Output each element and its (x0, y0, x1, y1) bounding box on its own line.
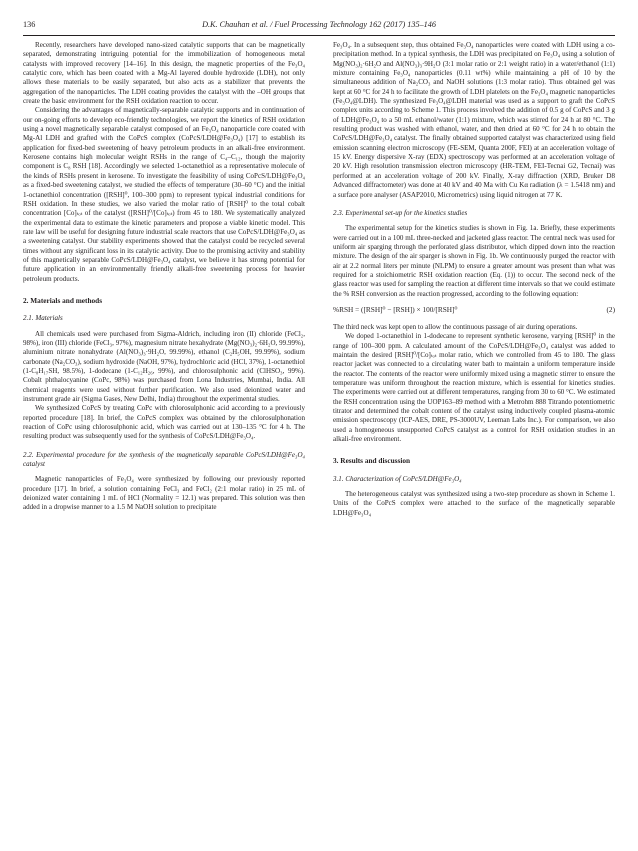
paragraph-kinetics-setup: The experimental setup for the kinetics studies is shown in Fig. 1a. Briefly, these experiments were carried out in a 100 mL three-necked and jacketed glass reactor. The central neck was used for uniform air sparging through the perforated glass distributor, which dipped down into the reaction mixture. The design of the air sparger is shown in Fig. 1b. We continuously purged the reactor with air at 2.2 normal liters per minute (NLPM) to ensure a greater amount was present than what was required for a stoichiometric RSH oxidation reaction (Eq. (1)) to occur. The second neck of the glass reactor was used for sampling the reaction at different time intervals so that we could estimate the % RSH conversion as the reaction progressed, according to the following equation: (333, 224, 615, 298)
left-column (23, 41, 305, 841)
page-number: 136 (23, 20, 36, 29)
paragraph-intro-2: Considering the advantages of magnetically-separable catalytic supports and in continuation of our on-going efforts to develop eco-friendly technologies, we report the kinetics of RSH oxidation using a novel magnetically separable catalyst composed of an Fe₃O₄ nanoparticle core coated with Mg-Al LDH and grafted with the CoPcS complex (CoPcS/LDH@Fe₃O₄) [17] to establish its application for fixed-bed sweetening of heavy petroleum products in an alkali-free environment. Kerosene contains high molecular weight RSHs in the range of C₄–C₁₂, though the majority component is C₈ RSH [18]. Accordingly we selected 1-octanethiol as a representative molecule of the kinds of RSHs present in kerosene. To investigate the feasibility of using CoPcS/LDH@Fe₃O₄ as a fixed-bed sweetening catalyst, we studied the effects of temperature (30–60 °C) and the initial 1-octanethiol concentration ([RSH]⁰, 100–300 ppm) to represent typical industrial conditions for RSH oxidation. In these studies, we also varied the molar ratio of [RSH]⁰ to the total cobalt concentration [Co]ₜₒₜ of the catalyst ([RSH]⁰/[Co]ₜₒₜ) from 45 to 180. We systematically analyzed the experimental data to estimate the kinetic parameters and propose a viable kinetic model. This rate law will be useful for designing future industrial scale reactors that use CoPcS/LDH@Fe₃O₄ as a sweetening catalyst. Our stability experiments showed that the catalyst could be recycled several times without any significant loss in its catalytic activity. Due to the promising activity and stability of this magnetically separable CoPcS/LDH@Fe₃O₄ catalyst, we believe it has strong potential for future application in an environmentally friendly alkali-free sweetening process for heavier petroleum products. (23, 106, 305, 283)
subsection-heading-synthesis: 2.2. Experimental procedure for the synthesis of the magnetically separable CoPcS/LDH@Fe₃O₄ catalyst (23, 450, 305, 469)
paragraph-doping: We doped 1-octanethiol in 1-dodecane to represent synthetic kerosene, varying [RSH]⁰ in the range of 100–300 ppm. A calculated amount of the CoPcS/LDH@Fe₃O₄ catalyst was added to maintain the desired [RSH]⁰/[Co]ₜₒₜ molar ratio, which we controlled from 45 to 180. The glass reactor jacket was connected to a circulating water bath to maintain a uniform temperature inside the reactor. The contents of the reactor were uniformly mixed using a magnetic stirrer to ensure the temperature was uniform throughout the reaction mixture, which is essential for kinetics studies. The experiments were carried out at different temperatures, ranging from 30 to 60 °C. We estimated the RSH concentration using the UOP163–89 method with a Metrohm 888 Titrando potentiometric titrator and determined the cobalt content of the catalyst using inductively coupled plasma-atomic emission spectroscopy (ICP-AES, DRE, PS-3000UV, Leeman Labs Inc.). For comparison, we also used a homogeneous unsupported CoPcS catalyst as a control for RSH oxidation studies in an alkali-free environment. (333, 332, 615, 444)
paragraph-characterization: The heterogeneous catalyst was synthesized using a two-step procedure as shown in Scheme 1. Units of the CoPcS complex were attached to the surface of the magnetically separable LDH@Fe₃O₄ (333, 490, 615, 517)
subsection-heading-characterization: 3.1. Characterization of CoPcS/LDH@Fe₃O₄ (333, 474, 462, 483)
paragraph-synthesis-2: Fe₃O₄. In a subsequent step, thus obtained Fe₃O₄ nanoparticles were coated with LDH using a co-precipitation method. In a typical synthesis, the LDH was precipitated on Fe₃O₄ using a solution of Mg(NO₃)₂·6H₂O and Al(NO₃)₃·9H₂O (3:1 molar ratio or 2:1 weight ratio) in a water/ethanol (1:1) mixture containing Fe₃O₄ nanoparticles (0.11 wt%) while maintaining a pH of 10 by the simultaneous addition of Na₂CO₃ and NaOH solutions (1:3 molar ratio). Thus obtained gel was kept at 60 °C for 24 h to facilitate the growth of LDH platelets on the Fe₃O₄ magnetic nanoparticles (Fe₃O₄@LDH). The synthesized Fe₃O₄@LDH material was used as a support to graft the CoPcS complex units according to Scheme 1. This process involved the addition of 0.5 g of CoPcS and 3 g of LDH@Fe₃O₄ to a 50 mL ethanol/water (1:1) mixture, which was stirred for 24 h at 80 °C. The resulting product was washed with ethanol, water, and then dried at 60 °C for 24 h to obtain the CoPcS/LDH@Fe₃O₄ catalyst. The finally obtained supported catalyst was characterized using field emission scanning electron microscopy (FE-SEM, Quanta 200F, FEI) at an acceleration voltage of 15 kV. Energy dispersive X-ray (EDX) spectroscopy was performed at an acceleration voltage of 20 kV. High resolution transmission electron microscopy (HR-TEM, FEI-Tecnai G2, Tecnai) was performed at an acceleration voltage of 200 kV. Finally, X-ray diffraction (XRD, Bruker D8 Advanced diffractometer) was done at 40 kV and 40 Ma with Cu Kα radiation (λ = 1.5418 nm) and a surface pore analyser (ASAP2010, Micrometrics) using liquid nitrogen at 77 K. (333, 41, 615, 199)
equation-expression: %RSH = ([RSH]⁰ − [RSH]) × 100/[RSH]⁰ (333, 304, 458, 314)
paragraph-materials-2: We synthesized CoPcS by treating CoPc with chlorosulphonic acid according to a previously reported procedure [18]. In brief, the CoPcS complex was obtained by the chlorosulphonation reaction of CoPc using chlorosulphonic acid, which was carried out at 130–135 °C for 4 h. The resulting product was subsequently used for the synthesis of CoPcS/LDH@Fe₃O₄. (23, 404, 305, 441)
paragraph-materials-1: All chemicals used were purchased from Sigma-Aldrich, including iron (II) chloride (FeCl₂, 98%), iron (III) chloride (FeCl₃, 97%), magnesium nitrate hexahydrate (Mg(NO₃)₂·6H₂O, 99.99%), aluminium nitrate nonahydrate (Al(NO₃)₃·9H₂O, 99.99%), ethanol (C₂H₅OH, 99.99%), sodium carbonate (Na₂CO₃), sodium hydroxide (NaOH, 97%), hydrochloric acid (HCl, 37%), 1-octanethiol (1-C₈H₁₇SH, 98.5%), 1-dodecane (1-C₁₂H₂₆, 99%), and chlorosulphonic acid (ClHSO₃, 99%). Cobalt phthalocyanine (CoPc, 98%) was purchased from Lona Industries, Mumbai, India. All chemical reagents were used without further purification. We also used deionized water and instrument grade air (Sigma Gases, New Delhi, India) throughout the experimental studies. (23, 329, 305, 404)
paragraph-third-neck: The third neck was kept open to allow the continuous passage of air during operations. (333, 322, 578, 331)
equation-number: (2) (606, 304, 615, 314)
section-heading-materials-methods: 2. Materials and methods (23, 295, 103, 305)
paragraph-synthesis-1: Magnetic nanoparticles of Fe₃O₄ were synthesized by following our previously reported procedure [17]. In brief, a solution containing FeCl₃ and FeCl₂ (2:1 molar ratio) in 25 mL of deionized water containing 1 mL of HCl (Normality = 12.1) was prepared. This solution was then added in a dropwise manner to a 1.5 M NaOH solution to precipitate (23, 475, 305, 512)
subsection-heading-materials: 2.1. Materials (23, 314, 63, 323)
header-rule (23, 35, 615, 36)
section-heading-results: 3. Results and discussion (333, 456, 411, 466)
page-header (23, 20, 615, 32)
running-title: D.K. Chauhan et al. / Fuel Processing Technology 162 (2017) 135–146 (202, 20, 436, 29)
equation-2 (333, 305, 615, 317)
right-column (333, 41, 615, 841)
subsection-heading-kinetics-setup: 2.3. Experimental set-up for the kinetics studies (333, 208, 468, 217)
paragraph-intro-1: Recently, researchers have developed nano-sized catalytic supports that can be magnetically separated, demonstrating intriguing potential for the immobilization of homogeneous metal catalysts with improved recovery [14–16]. In this design, the magnetic properties of the Fe₃O₄ catalytic core, which has been coated with a Mg-Al layered double hydroxide (LDH), not only allows these materials to be easily separated, but also acts as a stabilizer that prevents the aggregation of the nanoparticles. The LDH coating provides the catalyst with the –OH groups that create the basic environment for the RSH oxidation reaction to occur. (23, 41, 305, 106)
